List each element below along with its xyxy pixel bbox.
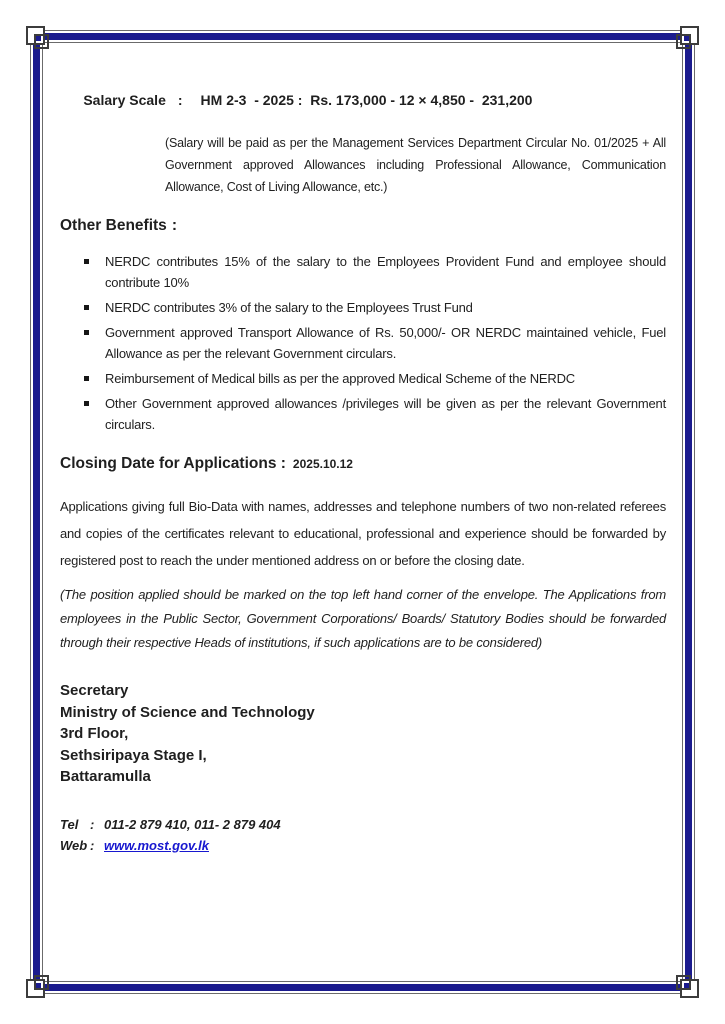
benefit-text: Reimbursement of Medical bills as per the approved Medical Scheme of the NERDC xyxy=(105,371,575,386)
ornament-square-icon xyxy=(676,975,691,990)
benefit-text: Other Government approved allowances /privileges will be given as per the relevant Government circulars. xyxy=(105,396,666,432)
address-line: Sethsiripaya Stage I, xyxy=(60,746,207,764)
salary-scale-label: Salary Scale xyxy=(83,92,166,108)
address-line: Secretary xyxy=(60,682,129,699)
other-benefits-colon: : xyxy=(171,217,177,234)
address-line: Battaramulla xyxy=(60,768,151,785)
tel-label: Tel xyxy=(60,816,79,832)
other-benefits-heading xyxy=(60,217,666,235)
address-line: Ministry of Science and Technology xyxy=(60,703,315,721)
ornament-square-icon xyxy=(676,34,691,49)
bullet-square-icon xyxy=(84,305,89,310)
tel-colon: : xyxy=(90,816,95,832)
closing-date-value: 2025.10.12 xyxy=(292,457,353,471)
document-content xyxy=(60,76,666,856)
list-item xyxy=(60,393,666,435)
list-item xyxy=(60,368,666,389)
salary-scale-value: HM 2-3 - 2025 : Rs. 173,000 - 12 × 4,850 - 231,200 xyxy=(200,92,533,108)
bullet-square-icon xyxy=(84,401,89,406)
salary-scale-colon: : xyxy=(177,92,183,108)
address-line: 3rd Floor, xyxy=(60,725,129,742)
bullet-square-icon xyxy=(84,330,89,335)
salary-scale-row xyxy=(60,76,666,124)
website-link[interactable]: www.most.gov.lk xyxy=(104,837,209,853)
web-label: Web xyxy=(60,837,88,853)
corner-ornament-top-left xyxy=(26,26,52,52)
web-colon: : xyxy=(90,837,95,853)
list-item xyxy=(60,322,666,364)
other-benefits-heading-text: Other Benefits xyxy=(60,217,167,234)
envelope-note-paragraph: (The position applied should be marked on the top left hand corner of the envelope. The Applications from employees in the Public Sector, Government Corporations/ Boards/ Statutory Bodies should be forwarded through their respective Heads of institutions, if such applications are to be considered) xyxy=(60,587,666,650)
closing-date-row xyxy=(60,455,666,473)
corner-ornament-top-right xyxy=(673,26,699,52)
contact-block xyxy=(60,814,666,856)
bullet-square-icon xyxy=(84,259,89,264)
website-row xyxy=(60,835,666,856)
list-item xyxy=(60,297,666,318)
benefits-list xyxy=(60,251,666,435)
closing-date-heading: Closing Date for Applications : xyxy=(60,455,286,472)
salary-note: (Salary will be paid as per the Management Services Department Circular No. 01/2025 + All Government approved Allowances including Professional Allowance, Communication Allowance, Cost of Living Allowance, etc.) xyxy=(165,136,666,194)
benefit-text: NERDC contributes 3% of the salary to the Employees Trust Fund xyxy=(105,300,473,315)
ornament-square-icon xyxy=(34,975,49,990)
ornament-square-icon xyxy=(34,34,49,49)
bullet-square-icon xyxy=(84,376,89,381)
corner-ornament-bottom-right xyxy=(673,972,699,998)
list-item xyxy=(60,251,666,293)
application-instructions-paragraph: Applications giving full Bio-Data with names, addresses and telephone numbers of two non-related referees and copies of the certificates relevant to educational, professional and experience should be forwarded by registered post to reach the under mentioned address on or before the closing date. xyxy=(60,499,666,568)
corner-ornament-bottom-left xyxy=(26,972,52,998)
tel-numbers: 011-2 879 410, 011- 2 879 404 xyxy=(104,816,281,832)
postal-address-block xyxy=(60,680,666,788)
benefit-text: NERDC contributes 15% of the salary to the Employees Provident Fund and employee should contribute 10% xyxy=(105,254,666,290)
benefit-text: Government approved Transport Allowance of Rs. 50,000/- OR NERDC maintained vehicle, Fuel Allowance as per the relevant Government circulars. xyxy=(105,325,666,361)
telephone-row xyxy=(60,814,666,835)
